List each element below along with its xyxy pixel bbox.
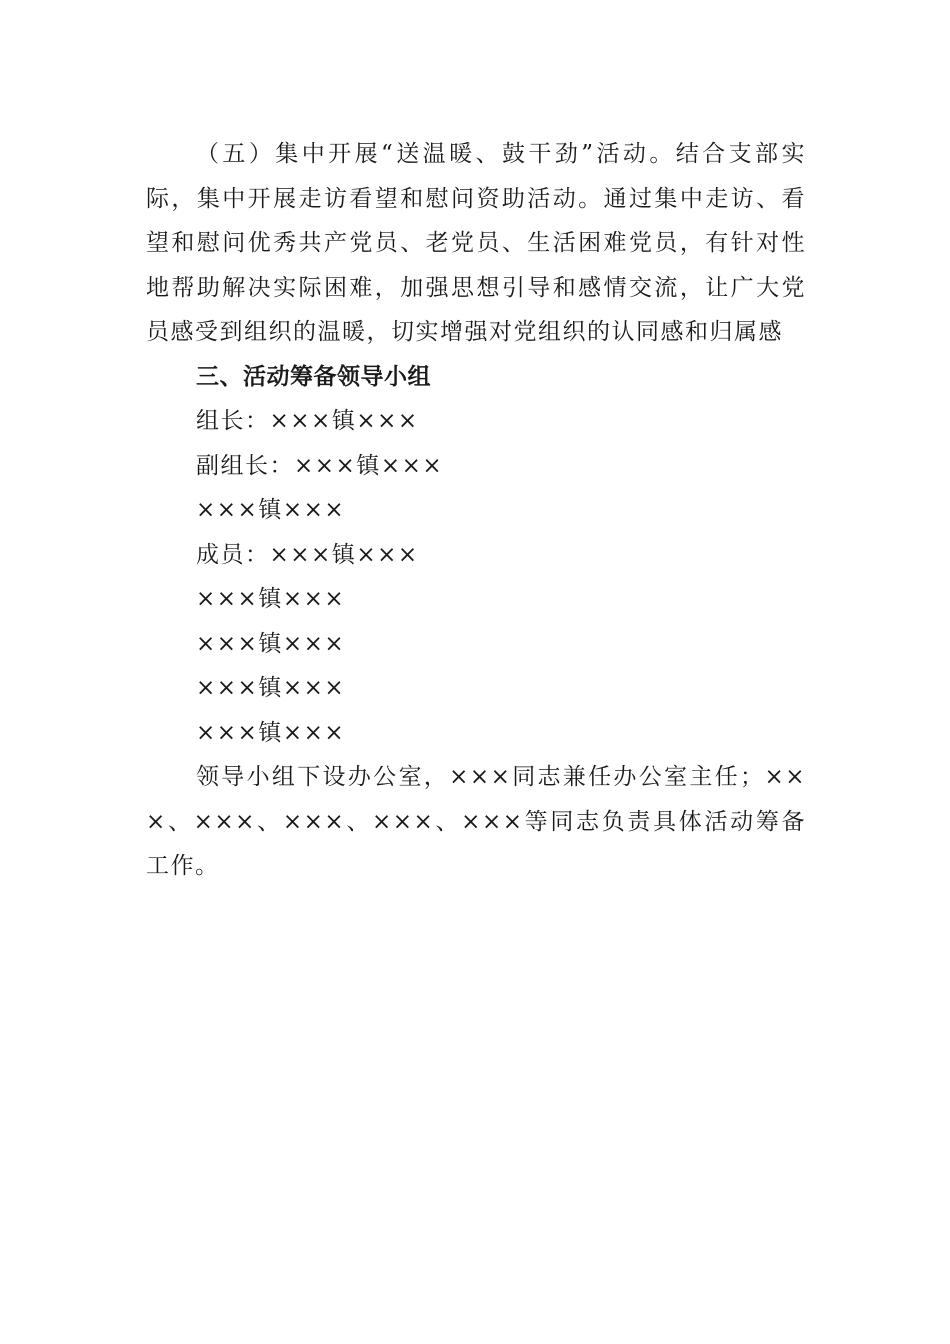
member-line: ×××镇××× — [196, 630, 346, 657]
deputy-leader-line: 副组长：×××镇××× — [196, 452, 444, 479]
member-line: ×××镇××× — [196, 586, 346, 612]
deputy-leader-line-2: ×××镇××× — [196, 497, 346, 523]
leader-line: 组长：×××镇××× — [196, 408, 419, 434]
members-label-line: 成员：×××镇××× — [196, 541, 419, 568]
member-line: ×××镇××× — [196, 675, 346, 701]
office-paragraph: 领导小组下设办公室，×××同志兼任办公室主任；×××、×××、×××、×××、×××等同志负责具体活动筹备工作。 — [146, 764, 806, 879]
member-line: ×××镇××× — [196, 719, 346, 746]
section3-heading: 三、活动筹备领导小组 — [196, 363, 431, 390]
document-body — [146, 132, 806, 889]
section5-paragraph: （五）集中开展“送温暖、鼓干劲”活动。结合支部实际，集中开展走访看望和慰问资助活动。通过集中走访、看望和慰问优秀共产党员、老党员、生活困难党员，有针对性地帮助解决实际困难，加强思想引导和感情交流，让广大党员感受到组织的温暖，切实增强对党组织的认同感和归属感 — [146, 141, 806, 345]
